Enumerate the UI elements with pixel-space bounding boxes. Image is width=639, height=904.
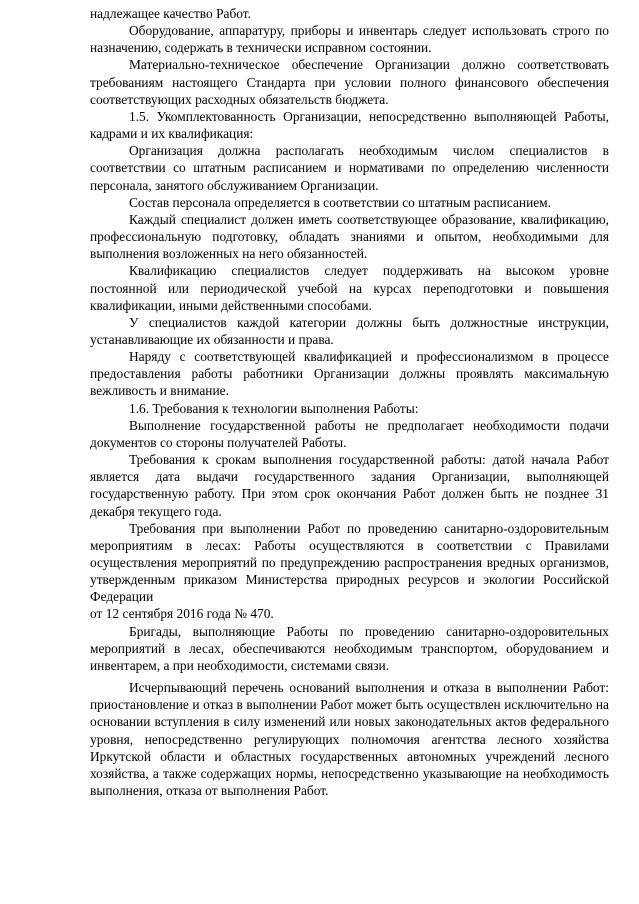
document-page — [90, 5, 609, 799]
paragraph: Квалификацию специалистов следует поддерживать на высоком уровне постоянной или периодической учебой на курсах переподготовки и повышения квалификации, иными действенными способами. — [90, 263, 609, 313]
paragraph: Материально-техническое обеспечение Организации должно соответствовать требованиям настоящего Стандарта при условии полного финансового обеспечения соответствующих расходных обязательств бюджета. — [90, 57, 609, 107]
paragraph: Требования при выполнении Работ по проведению санитарно-оздоровительным мероприятиям в лесах: Работы осуществляются в соответствии с Правилами осуществления мероприятий по предупреждению распространения вредных организмов, утвержденным приказом Министерства природных ресурсов и экологии Российской Федерации — [90, 520, 609, 605]
section-heading-1-6: 1.6. Требования к технологии выполнения Работы: — [129, 400, 419, 416]
paragraph: Организация должна располагать необходимым числом специалистов в соответствии со штатным расписанием и нормативами по определению численности персонала, занятого обслуживанием Организации. — [90, 143, 609, 193]
section-heading-1-5: 1.5. Укомплектованность Организации, непосредственно выполняющей Работы, кадрами и их квалификация: — [90, 108, 609, 142]
paragraph: Выполнение государственной работы не предполагает необходимости подачи документов со стороны получателей Работы. — [90, 417, 609, 450]
paragraph: Исчерпывающий перечень оснований выполнения и отказа в выполнении Работ: приостановление и отказ в выполнении Работ может быть осуществлен исключительно на основании вступления в силу изменений или новых законодательных актов федерального уровня, непосредственно регулирующих полномочия агентства лесного хозяйства Иркутской области и областных государственных автономных учреждений лесного хозяйства, а также содержащих нормы, непосредственно указывающие на необходимость выполнения, отказа от выполнения Работ. — [90, 680, 609, 799]
paragraph: Каждый специалист должен иметь соответствующее образование, квалификацию, профессиональную подготовку, обладать знаниями и опытом, необходимыми для выполнения возложенных на него обязанностей. — [90, 211, 609, 262]
paragraph: Оборудование, аппаратуру, приборы и инвентарь следует использовать строго по назначению, содержать в технически исправном состоянии. — [90, 23, 609, 56]
paragraph-continuation: от 12 сентября 2016 года № 470. — [90, 606, 274, 622]
paragraph: Требования к срокам выполнения государственной работы: датой начала Работ является дата выдачи государственного задания Организации, выполняющей государственную работу. При этом срок окончания Работ должен быть не позднее 31 декабря текущего года. — [90, 452, 609, 519]
paragraph: Наряду с соответствующей квалификацией и профессионализмом в процессе предоставления работы работники Организации должны проявлять максимальную вежливость и внимание. — [90, 349, 609, 399]
paragraph: У специалистов каждой категории должны быть должностные инструкции, устанавливающие их обязанности и права. — [90, 314, 609, 347]
paragraph: надлежащее качество Работ. — [90, 6, 251, 21]
paragraph: Бригады, выполняющие Работы по проведению санитарно-оздоровительных мероприятий в лесах, обеспечиваются необходимым транспортом, оборудованием и инвентарем, а при необходимости, системами связи. — [90, 623, 609, 673]
paragraph: Состав персонала определяется в соответствии со штатным расписанием. — [129, 194, 551, 210]
